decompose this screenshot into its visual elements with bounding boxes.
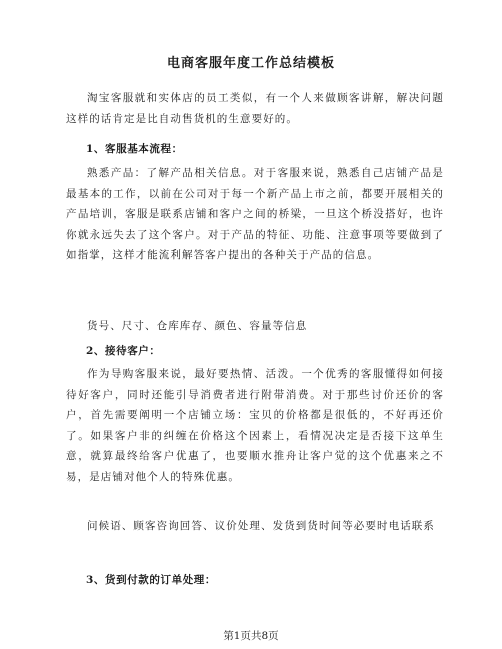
section-1-paragraph-1: 熟悉产品：了解产品相关信息。对于客服来说，熟悉自己店铺产品是最基本的工作，以前在公司对于每一个新产品上市之前，都要开展相关的产品培训，客服是联系店铺和客户之间的桥梁，一旦这个桥没搭好，也许你就永远失去了这个客户。对于产品的特征、功能、注意事项等要做到了如指掌，这样才能流利解答客户提出的各种关于产品的信息。: [66, 167, 444, 261]
section-1-paragraph-2: 货号、尺寸、仓库库存、颜色、容量等信息: [87, 320, 308, 332]
section-2-paragraph-1: 作为导购客服来说，最好要热情、活泼。一个优秀的客服懂得如何接待好客户，同时还能引导消费者进行附带消费。对于那些讨价还价的客户，首先需要阐明一个店铺立场：宝贝的价格都是很低的，不好再还价了。如果客户非的纠缠在价格这个因素上，看情况决定是否接下这单生意，就算最终给客户优惠了，也要顺水推舟让客户觉的这个优惠来之不易，是店铺对他个人的特殊优惠。: [66, 368, 444, 483]
section-heading-2: 2、接待客户：: [86, 345, 161, 357]
intro-paragraph: 淘宝客服就和实体店的员工类似，有一个人来做顾客讲解，解决问题这样的话肯定是比自动售货机的生意要好的。: [66, 92, 444, 125]
section-2-paragraph-2: 问候语、顾客咨询回答、议价处理、发货到货时间等必要时电话联系: [87, 520, 435, 532]
document-title: 电商客服年度工作总结模板: [166, 56, 335, 71]
section-heading-3: 3、货到付款的订单处理：: [86, 574, 217, 586]
page-indicator: 第1页共8页: [223, 630, 279, 642]
section-heading-1: 1、客服基本流程：: [86, 143, 183, 155]
